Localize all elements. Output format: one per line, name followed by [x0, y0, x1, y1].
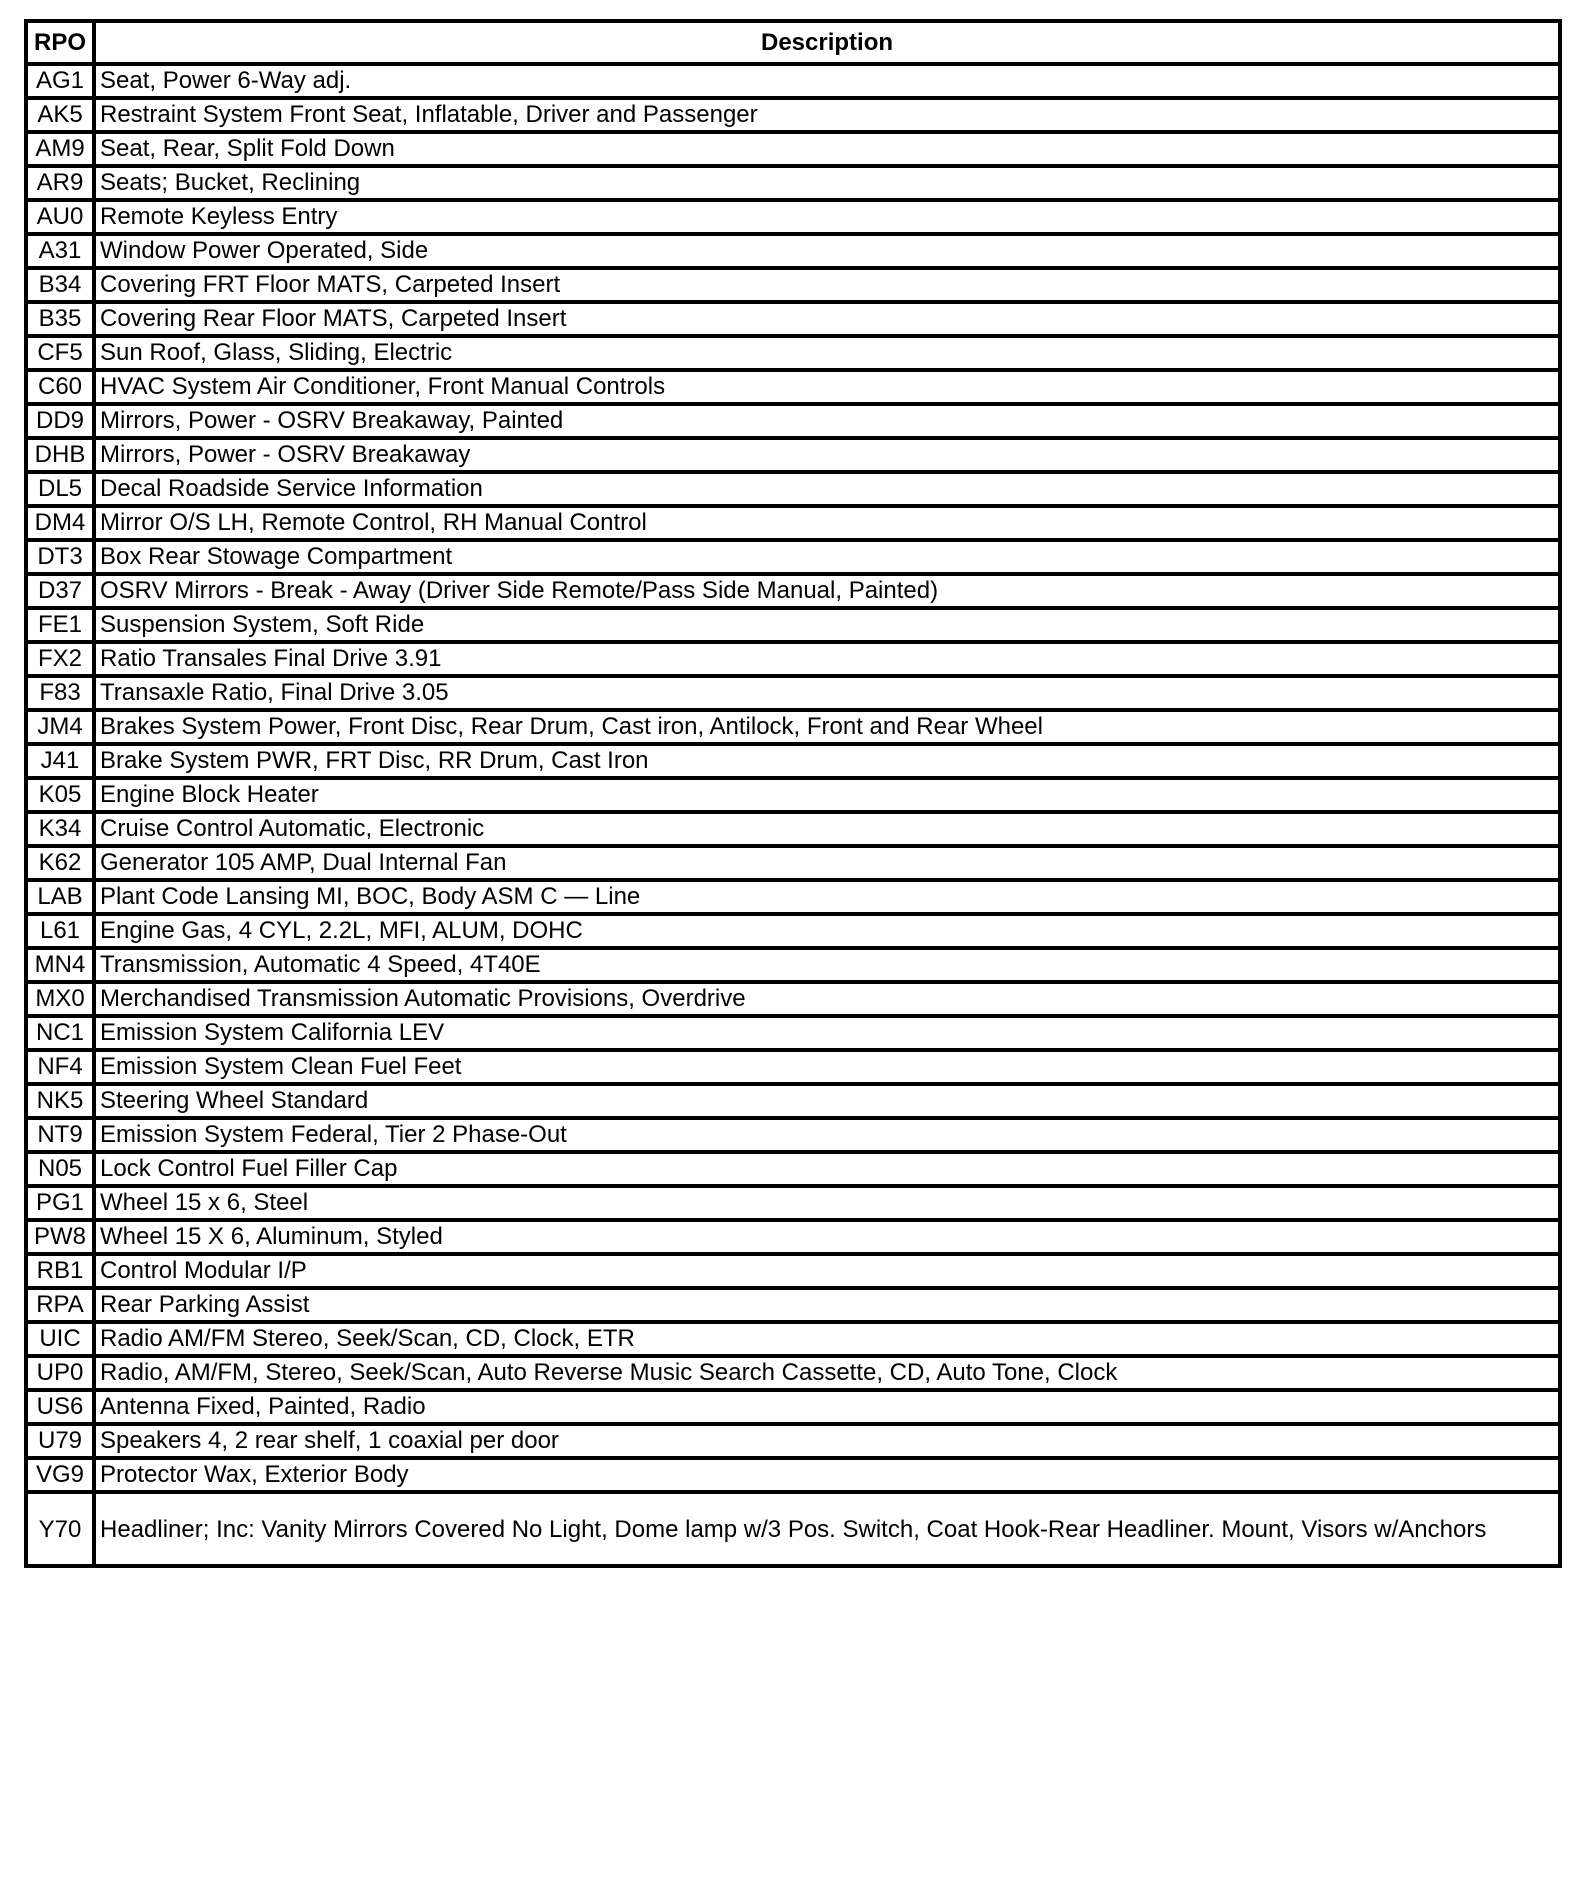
description-cell: Decal Roadside Service Information [94, 472, 1560, 506]
rpo-code-cell: FE1 [26, 608, 94, 642]
table-row [26, 132, 1560, 166]
rpo-code-cell: K62 [26, 846, 94, 880]
description-cell: OSRV Mirrors - Break - Away (Driver Side Remote/Pass Side Manual, Painted) [94, 574, 1560, 608]
table-row [26, 1220, 1560, 1254]
description-cell: Steering Wheel Standard [94, 1084, 1560, 1118]
rpo-code-cell: A31 [26, 234, 94, 268]
rpo-code-cell: VG9 [26, 1458, 94, 1492]
rpo-code-cell: AR9 [26, 166, 94, 200]
description-cell: Seat, Rear, Split Fold Down [94, 132, 1560, 166]
table-row [26, 608, 1560, 642]
rpo-code-cell: DHB [26, 438, 94, 472]
description-cell: Mirrors, Power - OSRV Breakaway [94, 438, 1560, 472]
table-row [26, 1186, 1560, 1220]
table-row [26, 268, 1560, 302]
rpo-code-cell: NF4 [26, 1050, 94, 1084]
rpo-code-cell: DL5 [26, 472, 94, 506]
rpo-code-cell: B35 [26, 302, 94, 336]
rpo-code-cell: K34 [26, 812, 94, 846]
rpo-code-cell: RB1 [26, 1254, 94, 1288]
table-row [26, 234, 1560, 268]
table-row [26, 336, 1560, 370]
rpo-code-cell: U79 [26, 1424, 94, 1458]
table-row [26, 574, 1560, 608]
description-cell: Emission System Clean Fuel Feet [94, 1050, 1560, 1084]
rpo-code-cell: LAB [26, 880, 94, 914]
table-row [26, 642, 1560, 676]
table-row [26, 302, 1560, 336]
table-row [26, 1016, 1560, 1050]
rpo-code-cell: JM4 [26, 710, 94, 744]
table-row [26, 1050, 1560, 1084]
table-row [26, 1288, 1560, 1322]
rpo-code-cell: NK5 [26, 1084, 94, 1118]
rpo-code-cell: L61 [26, 914, 94, 948]
rpo-code-cell: US6 [26, 1390, 94, 1424]
description-cell: Seat, Power 6-Way adj. [94, 64, 1560, 98]
rpo-code-cell: K05 [26, 778, 94, 812]
rpo-code-cell: FX2 [26, 642, 94, 676]
description-cell: Brake System PWR, FRT Disc, RR Drum, Cast Iron [94, 744, 1560, 778]
rpo-code-cell: RPA [26, 1288, 94, 1322]
description-cell: Cruise Control Automatic, Electronic [94, 812, 1560, 846]
description-cell: Engine Block Heater [94, 778, 1560, 812]
description-cell: Transaxle Ratio, Final Drive 3.05 [94, 676, 1560, 710]
table-row [26, 1492, 1560, 1566]
rpo-code-cell: MX0 [26, 982, 94, 1016]
description-cell: Covering Rear Floor MATS, Carpeted Insert [94, 302, 1560, 336]
column-header-description: Description [94, 21, 1560, 64]
description-cell: Radio AM/FM Stereo, Seek/Scan, CD, Clock, ETR [94, 1322, 1560, 1356]
table-row [26, 370, 1560, 404]
rpo-code-cell: DT3 [26, 540, 94, 574]
table-row [26, 1152, 1560, 1186]
table-row [26, 506, 1560, 540]
description-cell: Mirror O/S LH, Remote Control, RH Manual Control [94, 506, 1560, 540]
rpo-code-cell: AK5 [26, 98, 94, 132]
table-row [26, 948, 1560, 982]
table-row [26, 1458, 1560, 1492]
description-cell: Radio, AM/FM, Stereo, Seek/Scan, Auto Reverse Music Search Cassette, CD, Auto Tone, Clock [94, 1356, 1560, 1390]
table-row [26, 200, 1560, 234]
description-cell: Rear Parking Assist [94, 1288, 1560, 1322]
description-cell: Lock Control Fuel Filler Cap [94, 1152, 1560, 1186]
table-row [26, 982, 1560, 1016]
description-cell: Window Power Operated, Side [94, 234, 1560, 268]
rpo-code-cell: UP0 [26, 1356, 94, 1390]
table-row [26, 438, 1560, 472]
table-row [26, 166, 1560, 200]
column-header-rpo: RPO [26, 21, 94, 64]
table-row [26, 1084, 1560, 1118]
table-row [26, 880, 1560, 914]
rpo-code-cell: DM4 [26, 506, 94, 540]
description-cell: Brakes System Power, Front Disc, Rear Drum, Cast iron, Antilock, Front and Rear Wheel [94, 710, 1560, 744]
table-row [26, 744, 1560, 778]
rpo-code-cell: DD9 [26, 404, 94, 438]
description-cell: Antenna Fixed, Painted, Radio [94, 1390, 1560, 1424]
rpo-code-cell: UIC [26, 1322, 94, 1356]
table-row [26, 710, 1560, 744]
rpo-code-cell: CF5 [26, 336, 94, 370]
rpo-code-cell: F83 [26, 676, 94, 710]
description-cell: Control Modular I/P [94, 1254, 1560, 1288]
rpo-code-cell: MN4 [26, 948, 94, 982]
table-row [26, 1254, 1560, 1288]
description-cell: Emission System Federal, Tier 2 Phase-Out [94, 1118, 1560, 1152]
table-body [26, 64, 1560, 1566]
rpo-code-cell: NT9 [26, 1118, 94, 1152]
description-cell: Emission System California LEV [94, 1016, 1560, 1050]
description-cell: Box Rear Stowage Compartment [94, 540, 1560, 574]
table-row [26, 540, 1560, 574]
description-cell: Seats; Bucket, Reclining [94, 166, 1560, 200]
table-row [26, 778, 1560, 812]
rpo-code-cell: AU0 [26, 200, 94, 234]
table-row [26, 676, 1560, 710]
table-row [26, 914, 1560, 948]
rpo-code-cell: AG1 [26, 64, 94, 98]
rpo-table [24, 19, 1562, 1568]
description-cell: Merchandised Transmission Automatic Provisions, Overdrive [94, 982, 1560, 1016]
rpo-code-cell: B34 [26, 268, 94, 302]
description-cell: Speakers 4, 2 rear shelf, 1 coaxial per door [94, 1424, 1560, 1458]
description-cell: Covering FRT Floor MATS, Carpeted Insert [94, 268, 1560, 302]
rpo-code-cell: C60 [26, 370, 94, 404]
rpo-code-cell: Y70 [26, 1492, 94, 1566]
rpo-code-cell: PW8 [26, 1220, 94, 1254]
description-cell: Ratio Transales Final Drive 3.91 [94, 642, 1560, 676]
table-row [26, 472, 1560, 506]
rpo-code-cell: D37 [26, 574, 94, 608]
header-row [26, 21, 1560, 64]
description-cell: Protector Wax, Exterior Body [94, 1458, 1560, 1492]
description-cell: Transmission, Automatic 4 Speed, 4T40E [94, 948, 1560, 982]
description-cell: Remote Keyless Entry [94, 200, 1560, 234]
description-cell: Sun Roof, Glass, Sliding, Electric [94, 336, 1560, 370]
rpo-code-cell: AM9 [26, 132, 94, 166]
rpo-code-cell: PG1 [26, 1186, 94, 1220]
rpo-code-cell: NC1 [26, 1016, 94, 1050]
description-cell: Wheel 15 X 6, Aluminum, Styled [94, 1220, 1560, 1254]
description-cell: HVAC System Air Conditioner, Front Manual Controls [94, 370, 1560, 404]
table-row [26, 846, 1560, 880]
table-row [26, 1356, 1560, 1390]
rpo-code-cell: J41 [26, 744, 94, 778]
description-cell: Restraint System Front Seat, Inflatable, Driver and Passenger [94, 98, 1560, 132]
description-cell: Suspension System, Soft Ride [94, 608, 1560, 642]
table-row [26, 1322, 1560, 1356]
table-row [26, 1424, 1560, 1458]
description-cell: Engine Gas, 4 CYL, 2.2L, MFI, ALUM, DOHC [94, 914, 1560, 948]
table-row [26, 1390, 1560, 1424]
table-row [26, 812, 1560, 846]
rpo-code-cell: N05 [26, 1152, 94, 1186]
description-cell: Headliner; Inc: Vanity Mirrors Covered No Light, Dome lamp w/3 Pos. Switch, Coat Hook-Rear Headliner. Mount, Visors w/Anchors [94, 1492, 1560, 1566]
table-row [26, 64, 1560, 98]
table-row [26, 404, 1560, 438]
description-cell: Generator 105 AMP, Dual Internal Fan [94, 846, 1560, 880]
table-row [26, 1118, 1560, 1152]
description-cell: Wheel 15 x 6, Steel [94, 1186, 1560, 1220]
description-cell: Plant Code Lansing MI, BOC, Body ASM C — Line [94, 880, 1560, 914]
description-cell: Mirrors, Power - OSRV Breakaway, Painted [94, 404, 1560, 438]
table-row [26, 98, 1560, 132]
